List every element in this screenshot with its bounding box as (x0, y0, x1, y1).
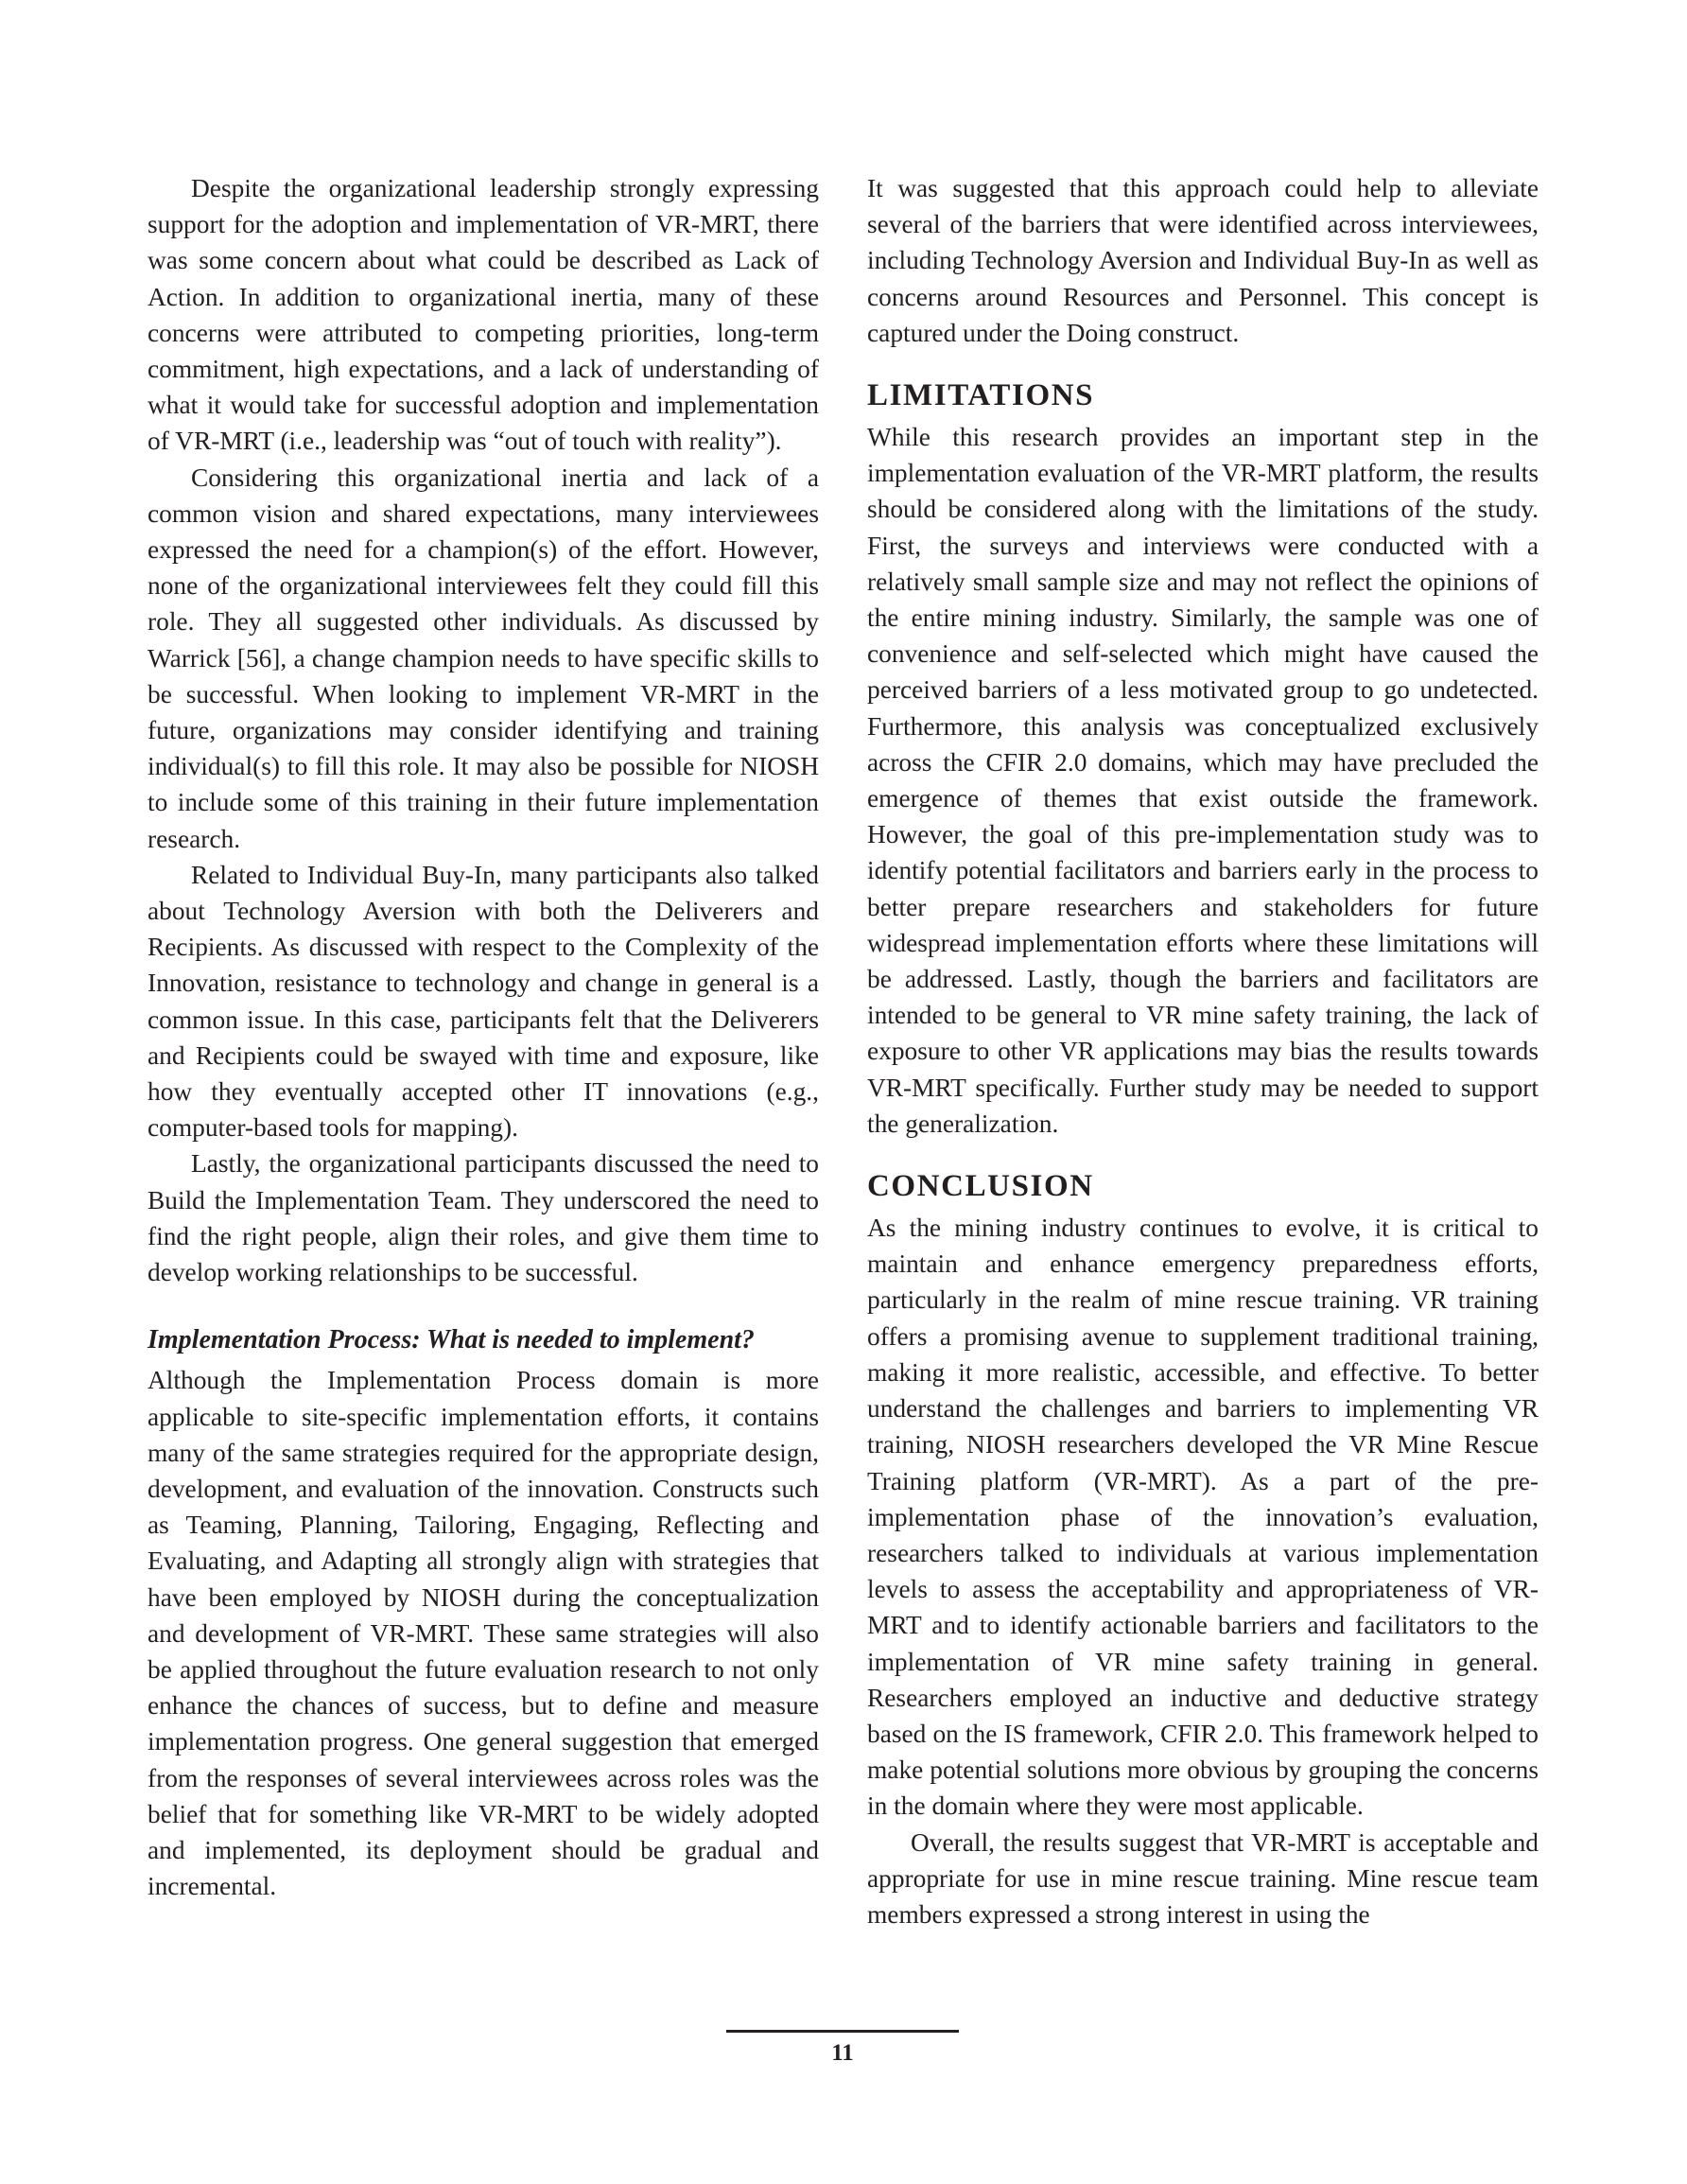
paragraph-champion: Considering this organizational inertia and lack of a common vision and shared expectations, many interviewees expressed the need for a champion(s) of the effort. However, none of the organizational interviewees felt they could fill this role. They all suggested other individuals. As discussed by Warrick [56], a change champion needs to have specific skills to be successful. When looking to implement VR-MRT in the future, organizations may consider identifying and training individual(s) to fill this role. It may also be possible for NIOSH to include some of this training in their future implementation research. (148, 463, 819, 853)
paragraph-lack-of-action: Despite the organizational leadership strongly expressing support for the adoption and implementation of VR-MRT, there was some concern about what could be described as Lack of Action. In addition to organizational inertia, many of these concerns were attributed to competing priorities, long-term commitment, high expectations, and a lack of understanding of what it would take for successful adoption and implementation of VR-MRT (i.e., leadership was “out of touch with reality”). (148, 174, 819, 456)
subheading-implementation-process: Implementation Process: What is needed to implement? (148, 1325, 755, 1355)
paragraph-implementation-process: Although the Implementation Process domain is more applicable to site-specific implementation efforts, it contains many of the same strategies required for the appropriate design, development, and evaluation of the innovation. Constructs such as Teaming, Planning, Tailoring, Engaging, Reflecting and Evaluating, and Adapting all strongly align with strategies that have been employed by NIOSH during the conceptualization and development of VR-MRT. These same strategies will also be applied throughout the future evaluation research to not only enhance the chances of success, but to define and measure implementation progress. One general suggestion that emerged from the responses of several interviewees across roles was the belief that for something like VR-MRT to be widely adopted and implemented, its deployment should be gradual and incremental. (148, 1366, 819, 1901)
heading-limitations: LIMITATIONS (867, 378, 1095, 413)
paragraph-approach: It was suggested that this approach could help to alleviate several of the barriers that were identified across interviewees, including Technology Aversion and Individual Buy-In as well as concerns around Resources and Personnel. This concept is captured under the Doing construct. (867, 174, 1539, 347)
heading-conclusion: CONCLUSION (867, 1169, 1094, 1204)
paragraph-limitations: While this research provides an important step in the implementation evaluation of the VR-MRT platform, the results should be considered along with the limitations of the study. First, the surveys and interviews were conducted with a relatively small sample size and may not reflect the opinions of the entire mining industry. Similarly, the sample was one of convenience and self-selected which might have caused the perceived barriers of a less motivated group to go undetected. Furthermore, this analysis was conceptualized exclusively across the CFIR 2.0 domains, which may have precluded the emergence of themes that exist outside the framework. However, the goal of this pre-implementation study was to identify potential facilitators and barriers early in the process to better prepare researchers and stakeholders for future widespread implementation efforts where these limitations will be addressed. Lastly, though the barriers and facilitators are intended to be general to VR mine safety training, the lack of exposure to other VR applications may bias the results towards VR-MRT specifically. Further study may be needed to support the generalization. (867, 423, 1539, 1138)
page-number: 11 (831, 2040, 854, 2066)
paragraph-conclusion: As the mining industry continues to evolve, it is critical to maintain and enhance emergency preparedness efforts, particularly in the realm of mine rescue training. VR training offers a promising avenue to supplement traditional training, making it more realistic, accessible, and effective. To better understand the challenges and barriers to implementing VR training, NIOSH researchers developed the VR Mine Rescue Training platform (VR-MRT). As a part of the pre-implementation phase of the innovation’s evaluation, researchers talked to individuals at various implementation levels to assess the acceptability and appropriateness of VR-MRT and to identify actionable barriers and facilitators to the implementation of VR mine safety training in general. Researchers employed an inductive and deductive strategy based on the IS framework, CFIR 2.0. This framework helped to make potential solutions more obvious by grouping the concerns in the domain where they were most applicable. (867, 1214, 1539, 1821)
left-column (148, 170, 819, 1904)
paragraph-implementation-team: Lastly, the organizational participants discussed the need to Build the Implementation Team. They underscored the need to find the right people, align their roles, and give them time to develop working relationships to be successful. (148, 1149, 819, 1287)
paragraph-technology-aversion: Related to Individual Buy-In, many participants also talked about Technology Aversion with both the Deliverers and Recipients. As discussed with respect to the Complexity of the Innovation, resistance to technology and change in general is a common issue. In this case, participants felt that the Deliverers and Recipients could be swayed with time and exposure, like how they eventually accepted other IT innovations (e.g., computer-based tools for mapping). (148, 860, 819, 1143)
paragraph-conclusion-overall: Overall, the results suggest that VR-MRT is acceptable and appropriate for use in mine rescue training. Mine rescue team members expressed a strong interest in using the (867, 1827, 1539, 1929)
footer-rule (726, 2030, 959, 2033)
right-column (867, 170, 1539, 1932)
